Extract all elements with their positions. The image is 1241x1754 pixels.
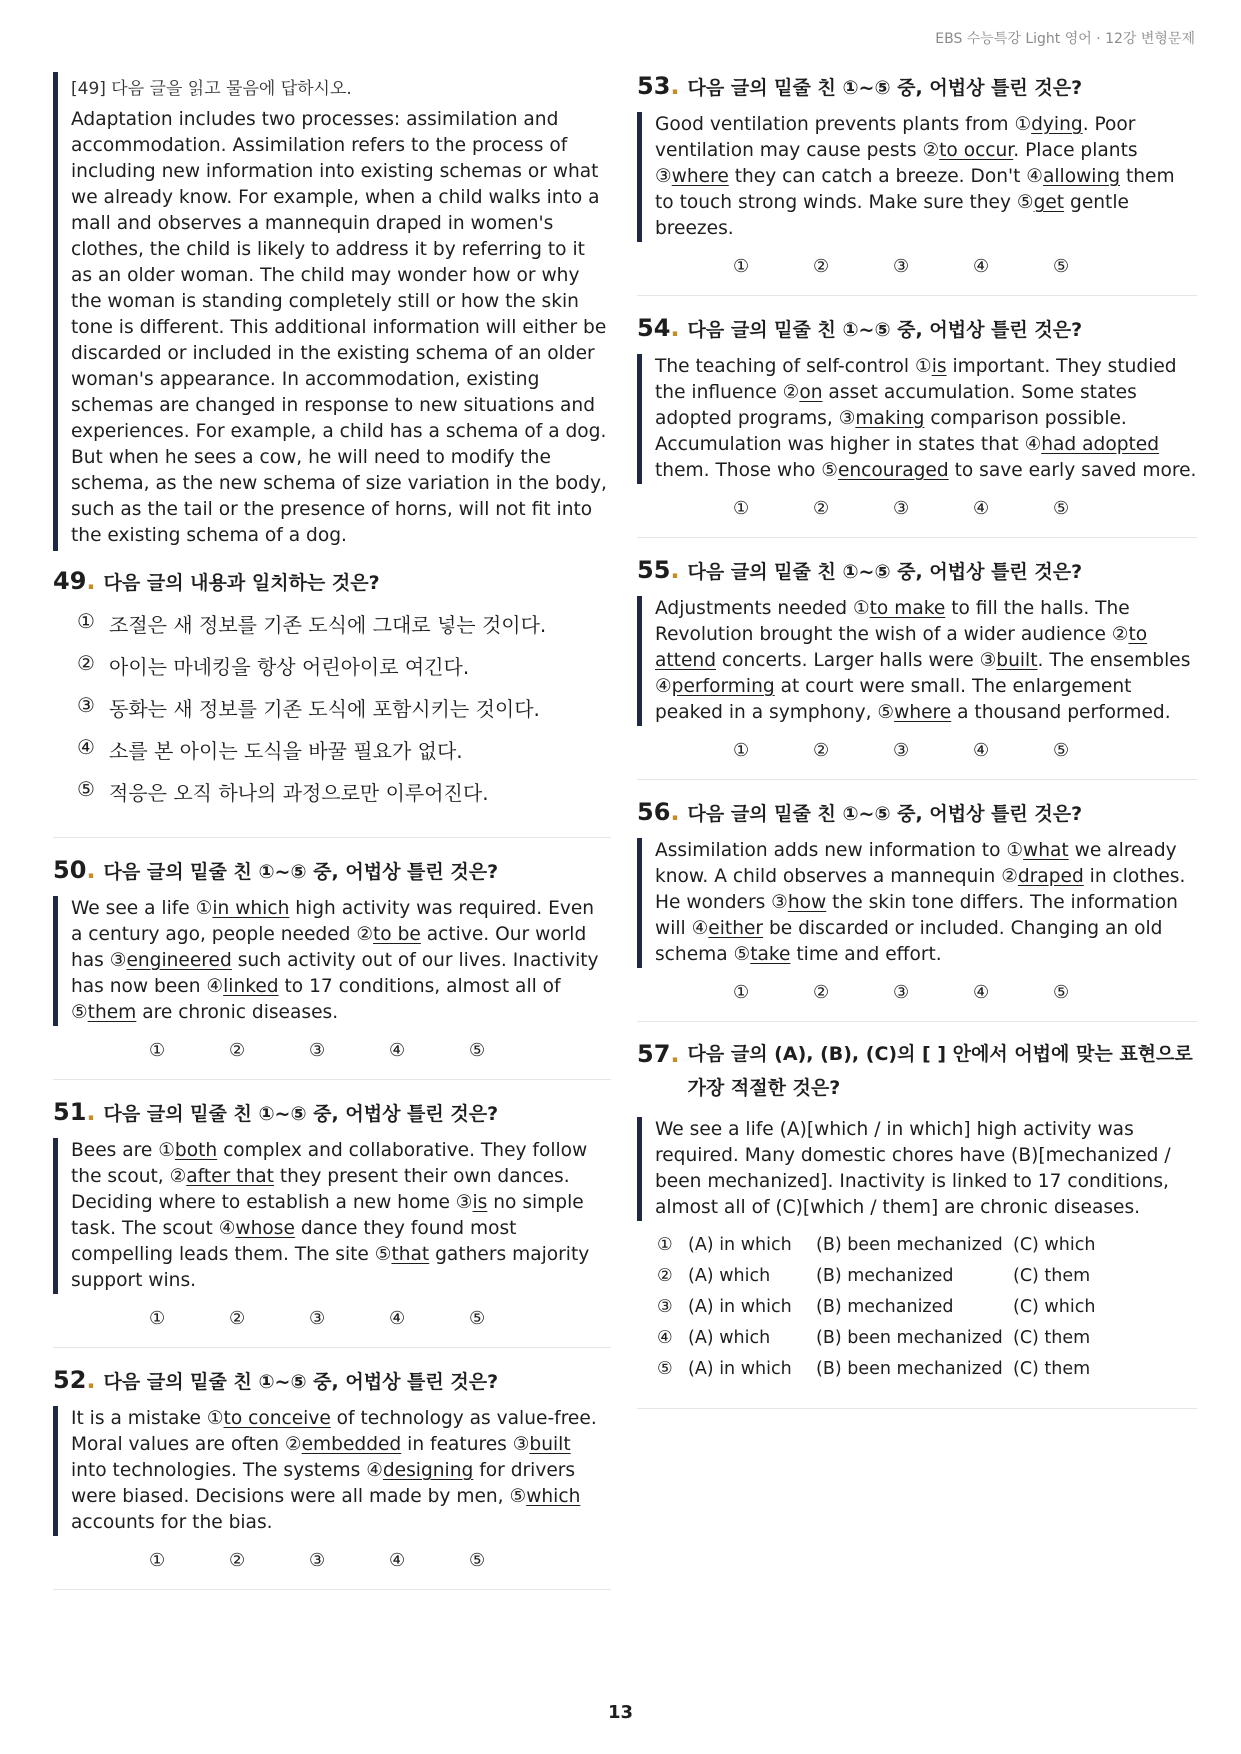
underlined-segment: to conceive bbox=[223, 1408, 331, 1429]
option-cell-c: (C) which bbox=[1013, 1297, 1096, 1317]
underlined-segment: to be bbox=[373, 924, 421, 945]
question-number: 52 bbox=[53, 1366, 87, 1394]
underlined-segment: dying bbox=[1031, 114, 1083, 135]
question-prompt: 다음 글의 (A), (B), (C)의 [ ] 안에서 어법에 맞는 표현으로 가장 적절한 것은? bbox=[687, 1043, 1193, 1099]
answer-choice[interactable]: ⑤ bbox=[1053, 256, 1070, 277]
passage-block bbox=[53, 72, 611, 551]
question-number: 54 bbox=[637, 314, 671, 342]
question-head bbox=[637, 1040, 1197, 1105]
question-prompt: 다음 글의 밑줄 친 ①~⑤ 중, 어법상 틀린 것은? bbox=[687, 77, 1083, 99]
option-cell-n: ② bbox=[657, 1266, 673, 1286]
question-text bbox=[637, 596, 1197, 726]
text-segment: be discarded or included. Changing an old schema ⑤ bbox=[655, 918, 1163, 965]
underlined-segment: performing bbox=[671, 676, 775, 697]
question-head bbox=[53, 856, 611, 884]
question-number: 51 bbox=[53, 1098, 87, 1126]
answer-choice[interactable]: ② bbox=[229, 1308, 246, 1329]
underlined-segment: both bbox=[174, 1140, 218, 1161]
question-55 bbox=[637, 556, 1197, 780]
question-prompt: 다음 글의 밑줄 친 ①~⑤ 중, 어법상 틀린 것은? bbox=[103, 1371, 499, 1393]
option-number: ① bbox=[77, 609, 95, 633]
option-text: 동화는 새 정보를 기존 도식에 포함시키는 것이다. bbox=[109, 697, 540, 721]
question-text bbox=[53, 896, 611, 1026]
answer-choice[interactable]: ① bbox=[149, 1040, 166, 1061]
question-prompt: 다음 글의 밑줄 친 ①~⑤ 중, 어법상 틀린 것은? bbox=[103, 861, 499, 883]
answer-choices bbox=[637, 256, 1197, 277]
text-segment: concerts. Larger halls were ③ bbox=[716, 650, 997, 671]
passage-range-label: [49] 다음 글을 읽고 물음에 답하시오. bbox=[71, 79, 352, 99]
question-51 bbox=[53, 1098, 611, 1348]
text-segment: Adjustments needed ① bbox=[655, 598, 870, 619]
text-segment: We see a life ① bbox=[71, 898, 213, 919]
right-column bbox=[637, 72, 1197, 1427]
answer-option[interactable] bbox=[657, 1266, 1197, 1286]
answer-choice[interactable]: ④ bbox=[973, 498, 990, 519]
answer-choice[interactable]: ⑤ bbox=[1053, 498, 1070, 519]
text-segment: such activity out of our lives. Inactivity has now been ④ bbox=[71, 950, 599, 997]
answer-option[interactable] bbox=[77, 693, 611, 722]
text-segment: no simple task. The scout ④ bbox=[71, 1192, 584, 1239]
text-segment: to save early saved more. bbox=[948, 460, 1197, 481]
question-dot: . bbox=[670, 72, 680, 100]
underlined-segment: engineered bbox=[126, 950, 232, 971]
page-number: 13 bbox=[607, 1702, 634, 1723]
underlined-segment: where bbox=[894, 702, 952, 723]
underlined-segment: to occur bbox=[939, 140, 1014, 161]
question-text bbox=[53, 1138, 611, 1294]
option-cell-c: (C) which bbox=[1013, 1235, 1096, 1255]
text-segment: It is a mistake ① bbox=[71, 1408, 224, 1429]
option-cell-b: (B) mechanized bbox=[816, 1297, 954, 1317]
text-segment: are chronic diseases. bbox=[136, 1002, 339, 1023]
option-number: ⑤ bbox=[77, 777, 95, 801]
answer-choice[interactable]: ① bbox=[149, 1308, 166, 1329]
question-dot: . bbox=[670, 798, 680, 826]
text-segment: they present their own dances. Deciding where to establish a new home ③ bbox=[71, 1166, 570, 1213]
text-segment: . The ensembles ④ bbox=[655, 650, 1191, 697]
answer-choice[interactable]: ③ bbox=[309, 1308, 326, 1329]
option-cell-b: (B) been mechanized bbox=[816, 1359, 1003, 1379]
underlined-segment: where bbox=[671, 166, 729, 187]
underlined-segment: to attend bbox=[655, 624, 1148, 671]
question-text bbox=[637, 112, 1197, 242]
underlined-segment: encouraged bbox=[837, 460, 949, 481]
text-segment: in clothes. He wonders ③ bbox=[655, 866, 1186, 913]
answer-option[interactable] bbox=[77, 609, 611, 638]
answer-choice[interactable]: ④ bbox=[973, 740, 990, 761]
option-cell-a: (A) in which bbox=[688, 1359, 792, 1379]
question-dot: . bbox=[86, 567, 96, 595]
text-segment: The teaching of self-control ① bbox=[655, 356, 932, 377]
text-segment: the skin tone differs. The information will ④ bbox=[655, 892, 1178, 939]
option-cell-b: (B) been mechanized bbox=[816, 1235, 1003, 1255]
underlined-segment: draped bbox=[1017, 866, 1084, 887]
question-number: 57 bbox=[637, 1040, 671, 1068]
question-dot: . bbox=[86, 1366, 96, 1394]
option-cell-c: (C) them bbox=[1013, 1328, 1091, 1348]
question-54 bbox=[637, 314, 1197, 538]
text-segment: gathers majority support wins. bbox=[71, 1244, 590, 1291]
text-segment: in features ③ bbox=[401, 1434, 530, 1455]
underlined-segment: built bbox=[996, 650, 1038, 671]
underlined-segment: get bbox=[1033, 192, 1065, 213]
text-segment: asset accumulation. Some states adopted programs, ③ bbox=[655, 382, 1137, 429]
text-segment: to 17 conditions, almost all of ⑤ bbox=[71, 976, 561, 1023]
answer-choice[interactable]: ③ bbox=[893, 740, 910, 761]
text-segment: into technologies. The systems ④ bbox=[71, 1460, 383, 1481]
answer-choice[interactable]: ③ bbox=[893, 498, 910, 519]
answer-choice[interactable]: ③ bbox=[309, 1550, 326, 1571]
answer-choice[interactable]: ② bbox=[813, 498, 830, 519]
text-segment: them. Those who ⑤ bbox=[655, 460, 838, 481]
answer-option[interactable] bbox=[77, 651, 611, 680]
text-segment: Bees are ① bbox=[71, 1140, 175, 1161]
answer-choice[interactable]: ① bbox=[733, 740, 750, 761]
text-segment: dance they found most compelling leads them. The site ⑤ bbox=[71, 1218, 517, 1265]
question-prompt: 다음 글의 밑줄 친 ①~⑤ 중, 어법상 틀린 것은? bbox=[687, 561, 1083, 583]
option-text: 아이는 마네킹을 항상 어린아이로 여긴다. bbox=[109, 655, 470, 679]
question-prompt: 다음 글의 밑줄 친 ①~⑤ 중, 어법상 틀린 것은? bbox=[103, 1103, 499, 1125]
question-prompt: 다음 글의 밑줄 친 ①~⑤ 중, 어법상 틀린 것은? bbox=[687, 319, 1083, 341]
question-52 bbox=[53, 1366, 611, 1590]
question-head bbox=[637, 314, 1197, 342]
underlined-segment: linked bbox=[223, 976, 279, 997]
text-segment: them to touch strong winds. Make sure they ⑤ bbox=[655, 166, 1175, 213]
page-header: EBS 수능특강 Light 영어 · 12강 변형문제 bbox=[935, 31, 1195, 47]
question-50 bbox=[53, 856, 611, 1080]
question-49 bbox=[53, 567, 611, 838]
answer-choices bbox=[637, 740, 1197, 761]
underlined-segment: what bbox=[1023, 840, 1069, 861]
option-cell-c: (C) them bbox=[1013, 1359, 1091, 1379]
answer-choice[interactable]: ③ bbox=[893, 982, 910, 1003]
answer-option[interactable] bbox=[77, 735, 611, 764]
question-dot: . bbox=[670, 1040, 680, 1068]
question-text bbox=[637, 838, 1197, 968]
question-dot: . bbox=[670, 314, 680, 342]
underlined-segment: built bbox=[529, 1434, 571, 1455]
underlined-segment: them bbox=[87, 1002, 137, 1023]
option-cell-n: ③ bbox=[657, 1297, 673, 1317]
left-question-list bbox=[53, 856, 611, 1590]
answer-choice[interactable]: ⑤ bbox=[469, 1308, 486, 1329]
option-cell-a: (A) which bbox=[688, 1328, 771, 1348]
option-text: 소를 본 아이는 도식을 바꿀 필요가 없다. bbox=[109, 739, 463, 763]
text-segment: . Place plants ③ bbox=[655, 140, 1138, 187]
option-number: ③ bbox=[77, 693, 95, 717]
left-column bbox=[53, 72, 611, 1608]
text-segment: gentle breezes. bbox=[655, 192, 1129, 239]
answer-choice[interactable]: ② bbox=[229, 1040, 246, 1061]
answer-choice[interactable]: ① bbox=[149, 1550, 166, 1571]
text-segment: they can catch a breeze. Don't ④ bbox=[728, 166, 1043, 187]
question-number: 56 bbox=[637, 798, 671, 826]
answer-option[interactable] bbox=[657, 1297, 1197, 1317]
answer-choice[interactable]: ① bbox=[733, 498, 750, 519]
text-segment: a thousand performed. bbox=[951, 702, 1171, 723]
option-cell-a: (A) which bbox=[688, 1266, 771, 1286]
underlined-segment: designing bbox=[382, 1460, 474, 1481]
underlined-segment: to make bbox=[869, 598, 946, 619]
text-segment: for drivers were biased. Decisions were all made by men, ⑤ bbox=[71, 1460, 576, 1507]
answer-choice[interactable]: ③ bbox=[893, 256, 910, 277]
answer-option[interactable] bbox=[77, 777, 611, 806]
option-cell-n: ① bbox=[657, 1235, 673, 1255]
answer-choices bbox=[53, 1040, 611, 1061]
underlined-segment: in which bbox=[212, 898, 290, 919]
question-text bbox=[53, 1406, 611, 1536]
question-dot: . bbox=[670, 556, 680, 584]
question-text: We see a life (A)[which / in which] high activity was required. Many domestic chores have (B)[mechanized / been mechanized]. Inactivity is linked to 17 conditions, almost all of (C)[which / them] are chronic diseases. bbox=[637, 1117, 1197, 1221]
answer-choice[interactable]: ⑤ bbox=[1053, 740, 1070, 761]
answer-choice[interactable]: ⑤ bbox=[469, 1040, 486, 1061]
text-segment: complex and collaborative. They follow the scout, ② bbox=[71, 1140, 588, 1187]
question-dot: . bbox=[86, 1098, 96, 1126]
underlined-segment: had adopted bbox=[1041, 434, 1160, 455]
answer-choice[interactable]: ② bbox=[813, 982, 830, 1003]
option-number: ② bbox=[77, 651, 95, 675]
answer-choice[interactable]: ④ bbox=[389, 1040, 406, 1061]
option-text: 조절은 새 정보를 기존 도식에 그대로 넣는 것이다. bbox=[109, 613, 547, 637]
option-cell-a: (A) in which bbox=[688, 1297, 792, 1317]
answer-choice[interactable]: ⑤ bbox=[469, 1550, 486, 1571]
option-cell-n: ④ bbox=[657, 1328, 673, 1348]
option-cell-c: (C) them bbox=[1013, 1266, 1091, 1286]
underlined-segment: that bbox=[391, 1244, 430, 1265]
option-text: 적응은 오직 하나의 과정으로만 이루어진다. bbox=[109, 781, 489, 805]
answer-choice[interactable]: ⑤ bbox=[1053, 982, 1070, 1003]
question-dot: . bbox=[86, 856, 96, 884]
text-segment: Good ventilation prevents plants from ① bbox=[655, 114, 1032, 135]
text-segment: accounts for the bias. bbox=[71, 1512, 273, 1533]
answer-choices bbox=[53, 1308, 611, 1329]
underlined-segment: embedded bbox=[301, 1434, 402, 1455]
answer-option[interactable] bbox=[657, 1359, 1197, 1379]
underlined-segment: either bbox=[708, 918, 764, 939]
underlined-segment: making bbox=[855, 408, 925, 429]
underlined-segment: how bbox=[787, 892, 827, 913]
answer-option[interactable] bbox=[657, 1328, 1197, 1348]
question-text bbox=[637, 354, 1197, 484]
question-53 bbox=[637, 72, 1197, 296]
text-segment: Assimilation adds new information to ① bbox=[655, 840, 1024, 861]
question-head bbox=[637, 798, 1197, 826]
option-list bbox=[53, 609, 611, 806]
underlined-segment: take bbox=[750, 944, 791, 965]
question-number: 55 bbox=[637, 556, 671, 584]
underlined-segment: is bbox=[472, 1192, 488, 1213]
answer-choice[interactable]: ④ bbox=[973, 982, 990, 1003]
question-number: 49 bbox=[53, 567, 87, 595]
passage-text: Adaptation includes two processes: assimilation and accommodation. Assimilation refers to the process of including new information into existing schemas or what we already know. For example, when a child walks into a mall and observes a mannequin draped in women's clothes, the child is likely to address it by referring to it as an older woman. The child may wonder how or why the woman is standing completely still or how the skin tone is different. This additional information will either be discarded or included in the existing schema of an older woman's appearance. In accommodation, existing schemas are changed in response to new situations and experiences. For example, a child has a schema of a dog. But when he sees a cow, he will need to modify the schema, as the new schema of size variation in the body, such as the tail or the presence of horns, will not fit into the existing schema of a dog. bbox=[71, 109, 607, 546]
option-cell-a: (A) in which bbox=[688, 1235, 792, 1255]
question-head bbox=[53, 1366, 611, 1394]
answer-option[interactable] bbox=[657, 1235, 1197, 1255]
question-number: 50 bbox=[53, 856, 87, 884]
text-segment: we already know. A child observes a mannequin ② bbox=[655, 840, 1177, 887]
answer-choice[interactable]: ② bbox=[813, 740, 830, 761]
answer-choices bbox=[637, 498, 1197, 519]
text-segment: comparison possible. Accumulation was higher in states that ④ bbox=[655, 408, 1127, 455]
underlined-segment: which bbox=[526, 1486, 581, 1507]
option-cell-b: (B) mechanized bbox=[816, 1266, 954, 1286]
answer-choice[interactable]: ① bbox=[733, 982, 750, 1003]
question-prompt: 다음 글의 밑줄 친 ①~⑤ 중, 어법상 틀린 것은? bbox=[687, 803, 1083, 825]
underlined-segment: on bbox=[799, 382, 823, 403]
answer-choice[interactable]: ④ bbox=[973, 256, 990, 277]
answer-choice[interactable]: ③ bbox=[309, 1040, 326, 1061]
answer-choice[interactable]: ④ bbox=[389, 1550, 406, 1571]
question-head bbox=[53, 1098, 611, 1126]
question-head bbox=[637, 72, 1197, 100]
text-segment: at court were small. The enlargement peaked in a symphony, ⑤ bbox=[655, 676, 1132, 723]
answer-choices bbox=[53, 1550, 611, 1571]
option-cell-n: ⑤ bbox=[657, 1359, 673, 1379]
answer-table bbox=[637, 1235, 1197, 1379]
text-segment: of technology as value-free. Moral values are often ② bbox=[71, 1408, 597, 1455]
question-number: 53 bbox=[637, 72, 671, 100]
text-segment: . Poor ventilation may cause pests ② bbox=[655, 114, 1136, 161]
right-question-list bbox=[637, 72, 1197, 1022]
question-prompt: 다음 글의 내용과 일치하는 것은? bbox=[103, 572, 380, 594]
option-number: ④ bbox=[77, 735, 95, 759]
option-cell-b: (B) been mechanized bbox=[816, 1328, 1003, 1348]
answer-choice[interactable]: ④ bbox=[389, 1308, 406, 1329]
underlined-segment: after that bbox=[186, 1166, 274, 1187]
underlined-segment: whose bbox=[235, 1218, 295, 1239]
answer-choices bbox=[637, 982, 1197, 1003]
underlined-segment: allowing bbox=[1042, 166, 1121, 187]
question-head bbox=[637, 556, 1197, 584]
underlined-segment: is bbox=[931, 356, 947, 377]
text-segment: high activity was required. Even a century ago, people needed ② bbox=[71, 898, 595, 945]
answer-choice[interactable]: ② bbox=[813, 256, 830, 277]
text-segment: active. Our world has ③ bbox=[71, 924, 587, 971]
question-57 bbox=[637, 1040, 1197, 1409]
text-segment: to fill the halls. The Revolution brought the wish of a wider audience ② bbox=[655, 598, 1130, 645]
text-segment: time and effort. bbox=[790, 944, 942, 965]
text-segment: important. They studied the influence ② bbox=[655, 356, 1177, 403]
question-head bbox=[53, 567, 611, 595]
answer-choice[interactable]: ② bbox=[229, 1550, 246, 1571]
answer-choice[interactable]: ① bbox=[733, 256, 750, 277]
question-56 bbox=[637, 798, 1197, 1022]
